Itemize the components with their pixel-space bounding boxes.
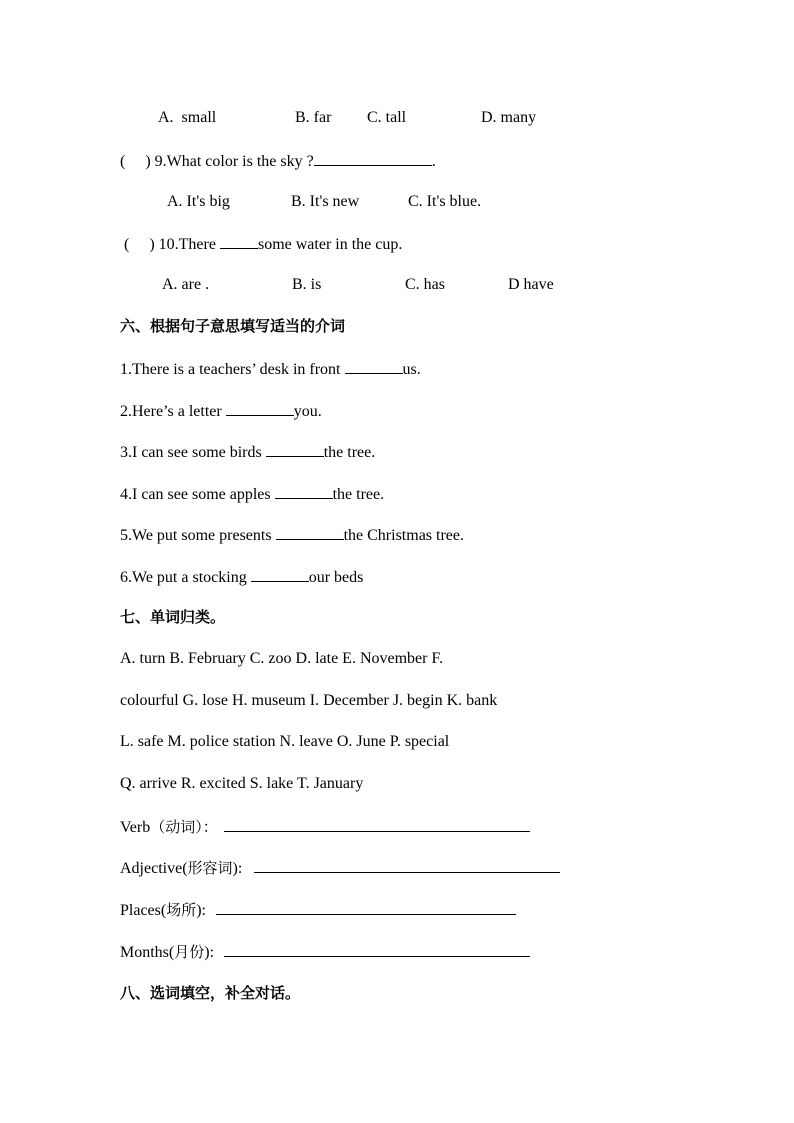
section-6-title: 六、根据句子意思填写适当的介词 — [120, 317, 346, 335]
category-places-en: Places( — [120, 902, 167, 919]
category-months-cn: 月份 — [174, 943, 205, 961]
category-verb-answer-line[interactable] — [224, 816, 530, 832]
q9-option-c[interactable]: C. It's blue. — [408, 193, 482, 210]
s6-item-6-blank[interactable] — [251, 566, 309, 582]
q9-option-b[interactable]: B. It's new — [291, 193, 360, 210]
q10-option-c[interactable]: C. has — [405, 276, 445, 293]
s6-item-1-text-b: us. — [402, 361, 421, 378]
q10-blank[interactable] — [220, 233, 258, 249]
category-verb-en: Verb — [120, 819, 151, 836]
category-places-cn: 场所 — [166, 901, 197, 919]
category-adjective — [120, 857, 560, 879]
section-8-title: 八、选词填空，补全对话。 — [120, 984, 301, 1002]
s6-item-5-blank[interactable] — [276, 524, 344, 540]
s6-item-3-blank[interactable] — [266, 441, 324, 457]
category-verb — [120, 816, 530, 838]
s7-word-line-2: colourful G. lose H. museum I. December J. begin K. bank — [120, 692, 498, 709]
category-verb-colon: ： — [202, 818, 218, 836]
s6-item-3 — [120, 441, 375, 463]
category-adjective-cn: 形容词 — [187, 859, 233, 877]
s6-item-1 — [120, 358, 421, 380]
category-adjective-colon: ): — [232, 860, 243, 877]
q9-blank[interactable] — [314, 150, 432, 166]
q8-option-c[interactable]: C. tall — [367, 109, 407, 126]
q8-option-a[interactable]: A. small — [158, 109, 217, 126]
q10-stem-a: 10.There — [154, 236, 220, 253]
s6-item-5 — [120, 524, 464, 546]
q9-end: . — [431, 153, 436, 170]
q9-option-a[interactable]: A. It's big — [167, 193, 230, 210]
category-months — [120, 941, 530, 963]
s6-item-4-text-b: the tree. — [332, 486, 385, 503]
question-9 — [120, 150, 436, 172]
q8-option-d[interactable]: D. many — [481, 109, 537, 126]
category-months-colon: ): — [204, 944, 215, 961]
category-months-en: Months( — [120, 944, 175, 961]
q9-answer-paren[interactable]: ( ) — [120, 153, 151, 170]
s6-item-6-text-b: our beds — [308, 569, 364, 586]
q10-answer-paren[interactable]: ( ) — [124, 236, 155, 253]
s6-item-6-text-a: 6.We put a stocking — [120, 569, 251, 586]
s6-item-2-text-a: 2.Here’s a letter — [120, 403, 226, 420]
q8-option-b[interactable]: B. far — [295, 109, 332, 126]
s6-item-4-text-a: 4.I can see some apples — [120, 486, 275, 503]
q10-option-b[interactable]: B. is — [292, 276, 322, 293]
category-adjective-en: Adjective( — [120, 860, 188, 877]
s6-item-5-text-b: the Christmas tree. — [343, 527, 464, 544]
s6-item-6 — [120, 566, 363, 588]
q10-stem-b: some water in the cup. — [257, 236, 403, 253]
s6-item-4 — [120, 483, 384, 505]
s6-item-1-text-a: 1.There is a teachers’ desk in front — [120, 361, 345, 378]
s6-item-4-blank[interactable] — [275, 483, 333, 499]
q10-option-a[interactable]: A. are . — [162, 276, 210, 293]
question-10 — [124, 233, 402, 255]
category-months-answer-line[interactable] — [224, 941, 530, 957]
s6-item-3-text-a: 3.I can see some birds — [120, 444, 266, 461]
s7-word-line-1: A. turn B. February C. zoo D. late E. November F. — [120, 650, 444, 667]
category-places-answer-line[interactable] — [216, 899, 516, 915]
s6-item-2 — [120, 400, 322, 422]
category-places-colon: ): — [196, 902, 206, 919]
category-places — [120, 899, 516, 921]
s7-word-line-3: L. safe M. police station N. leave O. June P. special — [120, 733, 450, 750]
s6-item-1-blank[interactable] — [345, 358, 403, 374]
s6-item-2-text-b: you. — [293, 403, 322, 420]
s6-item-2-blank[interactable] — [226, 400, 294, 416]
q9-stem: 9.What color is the sky ? — [150, 153, 314, 170]
s6-item-3-text-b: the tree. — [323, 444, 376, 461]
q10-option-d[interactable]: D have — [508, 276, 554, 293]
category-verb-cn: （动词） — [150, 818, 203, 836]
section-7-title: 七、单词归类。 — [120, 608, 226, 626]
category-adjective-answer-line[interactable] — [254, 857, 560, 873]
s6-item-5-text-a: 5.We put some presents — [120, 527, 276, 544]
s7-word-line-4: Q. arrive R. excited S. lake T. January — [120, 775, 364, 792]
